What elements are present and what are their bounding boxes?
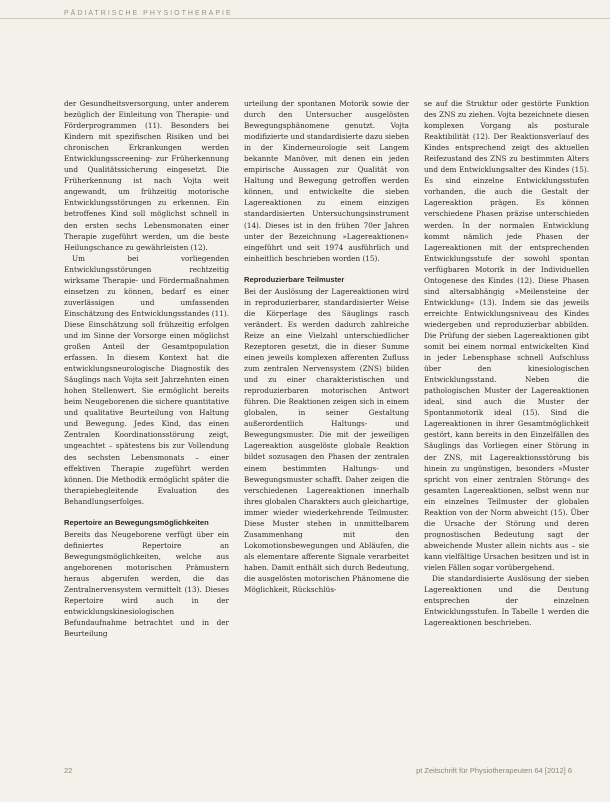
paragraph: Die standardisierte Auslösung der sieben Lagereaktionen und die Deutung entsprechen der einzelnen Entwicklungsstufen. In Tabelle 1 werden die Lagereaktionen beschrieben. (424, 574, 589, 628)
paragraph: Bei der Auslösung der Lagereaktionen wird in reproduzierbarer, standardisierter Weise die Körperlage des Säuglings rasch verändert. Es werden dadurch zahlreiche Reize an eine Vielzahl unterschiedlicher Rezeptoren gesetzt, die in dieser Summe einen jeweils komplexen afferenten Zufluss zum zentralen Nervensystem (ZNS) bilden und zu einer charakteristischen und reproduzierbaren motorischen Antwort führen. Die Reaktionen zeigen sich in einem globalen, in seiner Gestaltung außerordentlich Haltungs- und Bewegungsmuster. Die mit der jeweiligen Lagereaktion ausgelöste globale Reaktion bildet sozusagen den Phasen der zentralen einem bestimmten Haltungs- und Bewegungsmuster schafft. Daher zeigen die verschiedenen Lagereaktionen innerhalb ihres globalen Charakters auch gleichartige, immer wieder wiederkehrende Teilmuster. Diese Muster stehen in unmittelbarem Zusammenhang mit den Lokomotionsbewegungen und Abläufen, die als elementare afferente Signale verarbeitet haben. Damit enthält sich durch Bedeutung, die ausgelösten motorischen Phänomene die Möglichkeit, Rückschlüs- (244, 286, 409, 595)
paragraph: der Gesundheitsversorgung, unter anderem bezüglich der Einleitung von Therapie- und Förderprogrammen (11). Besonders bei Kindern mit spezifischen Risiken und bei chronischen Erkrankungen werden Entwicklungsscreening- zur Früherkennung und Qualitätssicherung eingesetzt. Die Früherkennung ist nach Vojta weit angewandt, um frühzeitig motorische Entwicklungsstörungen zu erkennen. Ein betroffenes Kind soll möglichst schnell in den ersten sechs Lebensmonaten einer Therapie zugeführt werden, um die beste Heilungschance zu gewährleisten (12). (64, 99, 229, 252)
page-number: 22 (64, 766, 73, 775)
running-head: PÄDIATRISCHE PHYSIOTHERAPIE (64, 10, 233, 17)
paragraph: Bereits das Neugeborene verfügt über ein definiertes Repertoire an Bewegungsmöglichkeiten, welche aus angeborenen motorischen Prämustern heraus abgerufen werden, die das Zentralnervensystem vermittelt (13). Dieses Repertoire wird auch in der entwicklungskinesiologischen Befundaufnahme betrachtet und in der Beurteilung (64, 529, 229, 639)
article-body (64, 98, 592, 758)
header-rule (0, 18, 610, 19)
paragraph: urteilung der spontanen Motorik sowie der durch den Untersucher ausgelösten Bewegungsphänomene genutzt. Vojta modifizierte und standardisierte dazu sieben in der Kinderneurologie seit Langem bekannte Manöver, mit denen ein jeden empirische Aussagen zur Qualität von Haltung und Bewegung getroffen werden können, und entwickelte die sieben Lagereaktionen zu einem einzigen standardisierten Untersuchungsinstrument (14). Dieses ist in den frühen 70er Jahren unter der Bezeichnung »Lagereaktionen« eingeführt und seit 1974 ausführlich und einheitlich beschrieben worden (15). (244, 99, 409, 263)
column-2 (244, 98, 409, 595)
paragraph: Um bei vorliegenden Entwicklungsstörungen rechtzeitig wirksame Therapie- und Fördermaßnahmen einsetzen zu können, bedarf es einer zuverlässigen und umfassenden Einschätzung des Entwicklungsstandes (11). Diese Einschätzung soll frühzeitig erfolgen und im Sinne der Vorsorge einen möglichst großen Anteil der Gesamtpopulation erfassen. In diesem Kontext hat die entwicklungsneurologische Diagnostik des Säuglings nach Vojta seit Jahrzehnten einen hohen Stellenwert. Sie ermöglicht bereits beim Neugeborenen die sichere quantitative und qualitative Beurteilung von Haltung und Bewegung. Jedes Kind, das einen Zentralen Koordinationsstörung zeigt, ungeachtet – spätestens bis zur Vollendung des sechsten Lebensmonats – einer effektiven Therapie zugeführt werden können. Die Methodik ermöglicht später die therapiebegleitende Evaluation des Behandlungserfolges. (64, 253, 229, 506)
section-heading: Repertoire an Bewegungsmöglichkeiten (64, 517, 209, 527)
column-3 (424, 98, 589, 628)
footer-journal-title: pt Zeitschrift für Physiotherapeuten 64 [2012] 6 (416, 766, 572, 775)
paragraph: se auf die Struktur oder gestörte Funktion des ZNS zu ziehen. Vojta bezeichnete diesen komplexen Vorgang als posturale Reaktibilität (12). Der Reaktionsverlauf des Kindes entsprechend zeigt des aktuellen Reifezustand des ZNS zu bestimmten Alters und dem Entwicklungsalter des Kindes (15). Es sind einzelne Entwicklungsstufen vorhanden, die auch die Gestalt der Lagereaktion prägen. Es können verschiedene Phasen präzise unterschieden werden. In der normalen Entwicklung kommt nämlich jede Phasen der Lagereaktionen mit der entsprechenden Entwicklungsstufe der sowohl spontan verfügbaren Motorik in der Individuellen Ontogenese des Kindes (12). Diese Phasen sind altersabhängig »Meilensteine der Entwicklung« (13). Indem sie das jeweils erreichte Entwicklungsniveau des Kindes wiedergeben und reproduzierbar abbilden. Die Prüfung der sieben Lagereaktionen gibt somit bei einem normal entwickelten Kind in jeder Lebensphase schnell Aufschluss über den kinesiologischen Entwicklungsstand. Neben die pathologischen Muster der Lagereaktionen ideal, sind auch die Muster der Spontanmotorik ideal (15). Sind die Lagereaktionen in ihrer Gesamtmöglichkeit gestört, kann bereits in den Einzelfällen des Säuglings das Vorliegen einer Störung in der ZNS, mit Lagereaktionsstörung bis hinein zu ungünstigen, besonders »Muster spricht von einer zentralen Störung« des gesamten Lagereaktionen, selbst wenn nur ein einzelnes Teilmuster der globalen Reaktion von der Norm abweicht (15). Über die Ursache der Störung und deren prognostischen Bedeutung sagt der abweichende Muster allein nichts aus – sie kann vielfältige Ursachen besitzen und ist in vielen Fällen sogar vorübergehend. (424, 99, 589, 572)
column-1 (64, 98, 229, 639)
section-heading: Reproduzierbare Teilmuster (244, 274, 345, 284)
